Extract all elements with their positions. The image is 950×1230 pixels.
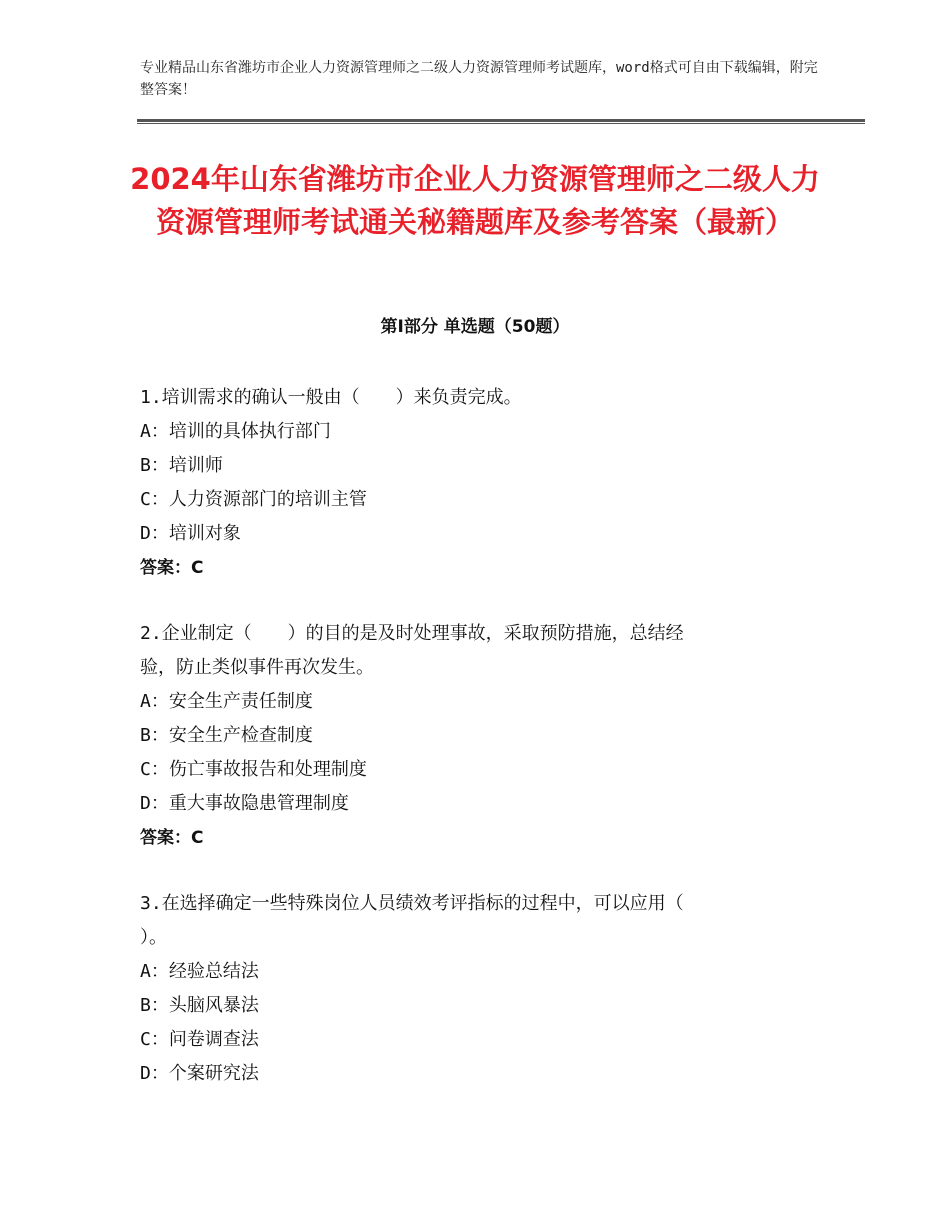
section-title: 第Ⅰ部分 单选题（50题）	[380, 317, 570, 337]
question-list	[140, 381, 805, 1123]
option-b: B：头脑风暴法	[140, 995, 259, 1016]
option-c: C：问卷调查法	[140, 1029, 259, 1050]
question-stem-continued: ）。	[140, 927, 167, 948]
header-divider	[137, 119, 865, 124]
question-stem: 2.企业制定（ ）的目的是及时处理事故，采取预防措施，总结经	[140, 623, 684, 644]
option-b: B：培训师	[140, 455, 223, 476]
question-3	[140, 887, 805, 1091]
option-b: B：安全生产检查制度	[140, 725, 313, 746]
answer-label: 答案：C	[140, 558, 204, 578]
option-d: D：培训对象	[140, 523, 241, 544]
header-note: 专业精品山东省潍坊市企业人力资源管理师之二级人力资源管理师考试题库，word格式可自由下载编辑，附完整答案！	[140, 60, 818, 98]
question-2	[140, 617, 805, 855]
option-a: A：经验总结法	[140, 961, 259, 982]
option-c: C：人力资源部门的培训主管	[140, 489, 367, 510]
question-stem-continued: 验，防止类似事件再次发生。	[140, 657, 374, 678]
document-title: 2024年山东省潍坊市企业人力资源管理师之二级人力资源管理师考试通关秘籍题库及参考答案（最新）	[130, 162, 820, 239]
option-d: D：个案研究法	[140, 1063, 259, 1084]
question-1	[140, 381, 805, 585]
option-c: C：伤亡事故报告和处理制度	[140, 759, 367, 780]
option-d: D：重大事故隐患管理制度	[140, 793, 349, 814]
option-a: A：培训的具体执行部门	[140, 421, 331, 442]
question-stem: 3.在选择确定一些特殊岗位人员绩效考评指标的过程中，可以应用（	[140, 893, 684, 914]
question-stem: 1.培训需求的确认一般由（ ）来负责完成。	[140, 387, 522, 408]
answer-label: 答案：C	[140, 828, 204, 848]
option-a: A：安全生产责任制度	[140, 691, 313, 712]
